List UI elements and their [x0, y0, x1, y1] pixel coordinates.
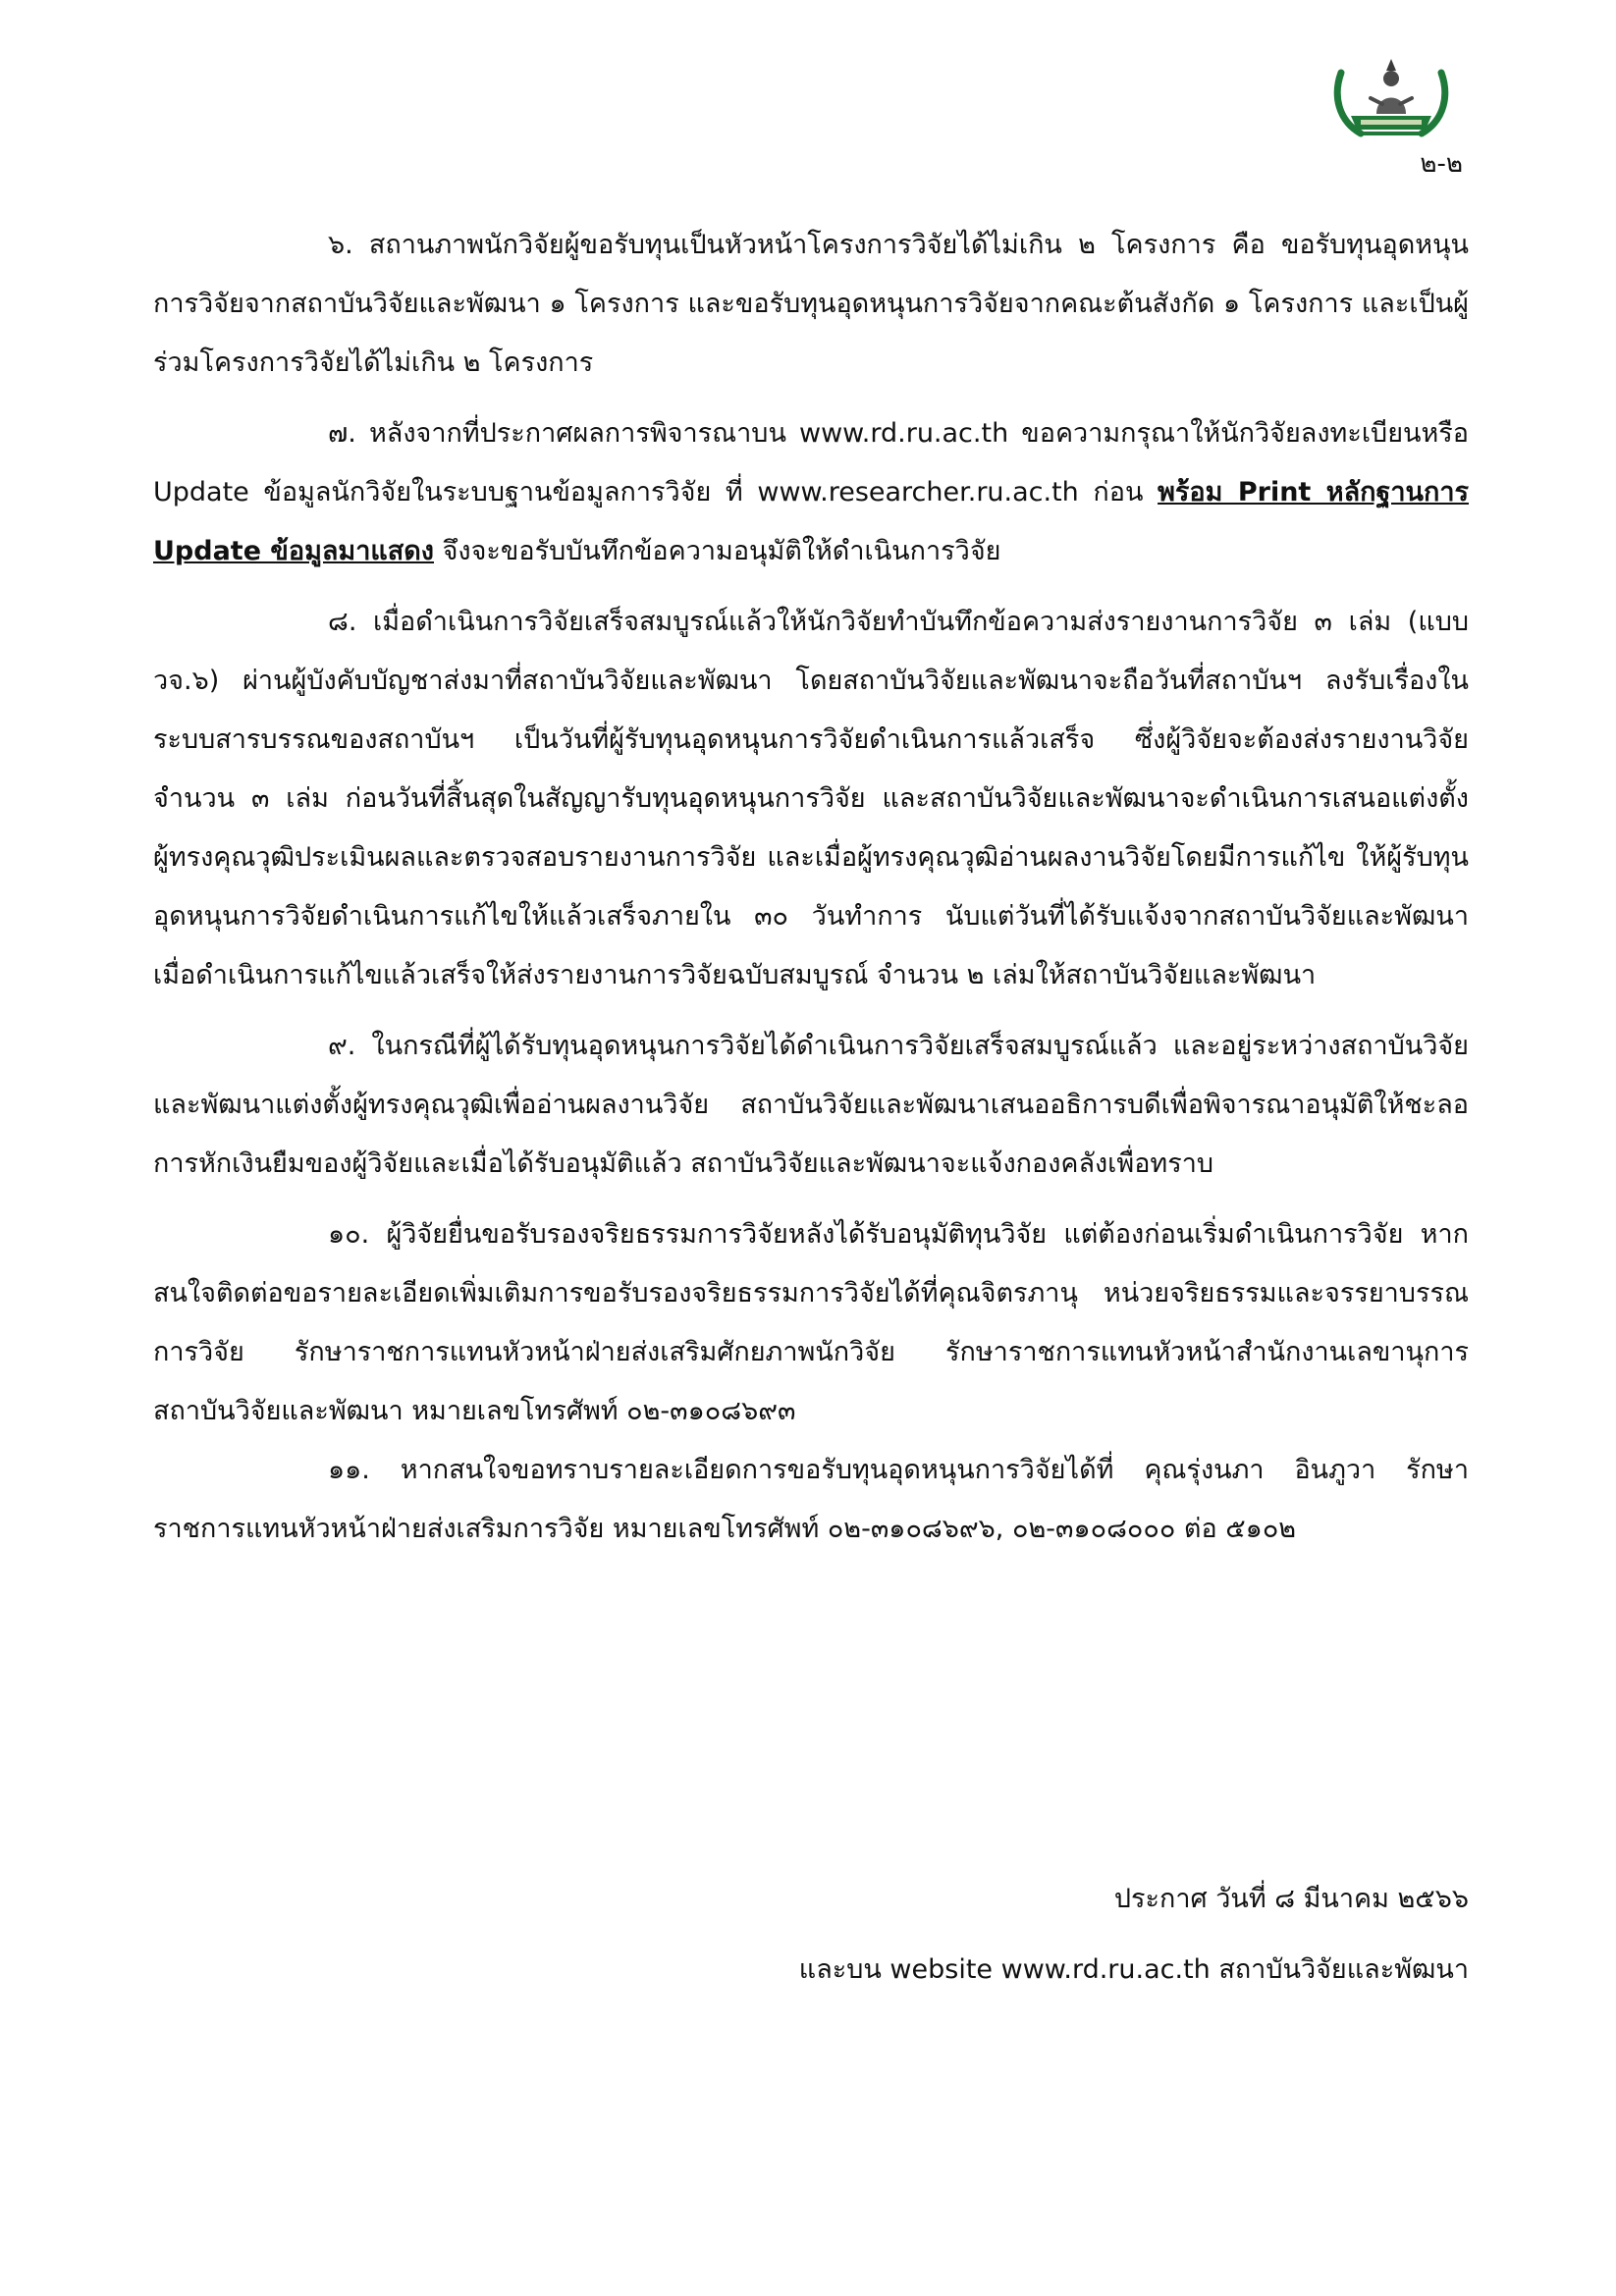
list-item-10: ๑๐. ผู้วิจัยยื่นขอรับรองจริยธรรมการวิจัยหลังได้รับอนุมัติทุนวิจัย แต่ต้องก่อนเริ่มดำเนินการวิจัย หากสนใจติดต่อขอรายละเอียดเพิ่มเติมการขอรับรองจริยธรรมการวิจัยได้ที่คุณจิตรภานุ หน่วยจริยธรรมและจรรยาบรรณการวิจัย รักษาราชการแทนหัวหน้าฝ่ายส่งเสริมศักยภาพนักวิจัย รักษาราชการแทนหัวหน้าสำนักงานเลขานุการสถาบันวิจัยและพัฒนา หมายเลขโทรศัพท์ ๐๒-๓๑๐๘๖๙๓: [153, 1219, 1469, 1426]
item7-text-start: ๗. หลังจากที่ประกาศผลการพิจารณาบน www.rd.ru.ac.th ขอความกรุณาให้นักวิจัยลงทะเบียนหรือ Update ข้อมูลนักวิจัยในระบบฐานข้อมูลการวิจัย ที่ www.researcher.ru.ac.th ก่อน: [153, 418, 1469, 507]
item7-text-end: จึงจะขอรับบันทึกข้อความอนุมัติให้ดำเนินการวิจัย: [434, 536, 1001, 566]
institute-emblem-icon: [1327, 55, 1455, 141]
list-item-8: ๘. เมื่อดำเนินการวิจัยเสร็จสมบูรณ์แล้วให้นักวิจัยทำบันทึกข้อความส่งรายงานการวิจัย ๓ เล่ม (แบบ วจ.๖) ผ่านผู้บังคับบัญชาส่งมาที่สถาบันวิจัยและพัฒนา โดยสถาบันวิจัยและพัฒนาจะถือวันที่สถาบันฯ ลงรับเรื่องในระบบสารบรรณของสถาบันฯ เป็นวันที่ผู้รับทุนอุดหนุนการวิจัยดำเนินการแล้วเสร็จ ซึ่งผู้วิจัยจะต้องส่งรายงานวิจัย จำนวน ๓ เล่ม ก่อนวันที่สิ้นสุดในสัญญารับทุนอุดหนุนการวิจัย และสถาบันวิจัยและพัฒนาจะดำเนินการเสนอแต่งตั้งผู้ทรงคุณวุฒิประเมินผลและตรวจสอบรายงานการวิจัย และเมื่อผู้ทรงคุณวุฒิอ่านผลงานวิจัยโดยมีการแก้ไข ให้ผู้รับทุนอุดหนุนการวิจัยดำเนินการแก้ไขให้แล้วเสร็จภายใน ๓๐ วันทำการ นับแต่วันที่ได้รับแจ้งจากสถาบันวิจัยและพัฒนา เมื่อดำเนินการแก้ไขแล้วเสร็จให้ส่งรายงานการวิจัยฉบับสมบูรณ์ จำนวน ๒ เล่มให้สถาบันวิจัยและพัฒนา: [153, 607, 1469, 990]
list-item-6: ๖. สถานภาพนักวิจัยผู้ขอรับทุนเป็นหัวหน้าโครงการวิจัยได้ไม่เกิน ๒ โครงการ คือ ขอรับทุนอุดหนุนการวิจัยจากสถาบันวิจัยและพัฒนา ๑ โครงการ และขอรับทุนอุดหนุนการวิจัยจากคณะต้นสังกัด ๑ โครงการ และเป็นผู้ร่วมโครงการวิจัยได้ไม่เกิน ๒ โครงการ: [153, 230, 1469, 378]
list-item-9: ๙. ในกรณีที่ผู้ได้รับทุนอุดหนุนการวิจัยได้ดำเนินการวิจัยเสร็จสมบูรณ์แล้ว และอยู่ระหว่างสถาบันวิจัยและพัฒนาแต่งตั้งผู้ทรงคุณวุฒิเพื่ออ่านผลงานวิจัย สถาบันวิจัยและพัฒนาเสนออธิการบดีเพื่อพิจารณาอนุมัติให้ชะลอการหักเงินยืมของผู้วิจัยและเมื่อได้รับอนุมัติแล้ว สถาบันวิจัยและพัฒนาจะแจ้งกองคลังเพื่อทราบ: [153, 1031, 1469, 1179]
announcement-website: และบน website www.rd.ru.ac.th สถาบันวิจัยและพัฒนา: [798, 1954, 1469, 1985]
document-body: [153, 216, 1469, 1559]
item7-emphasis: พร้อม Print หลักฐานการ Update ข้อมูลมาแสดง: [153, 477, 1469, 566]
page-number: ๒-๒: [1420, 149, 1463, 179]
announcement-date: ประกาศ วันที่ ๘ มีนาคม ๒๕๖๖: [1113, 1884, 1469, 1914]
list-item-11: ๑๑. หากสนใจขอทราบรายละเอียดการขอรับทุนอุดหนุนการวิจัยได้ที่ คุณรุ่งนภา อินภูวา รักษาราชการแทนหัวหน้าฝ่ายส่งเสริมการวิจัย หมายเลขโทรศัพท์ ๐๒-๓๑๐๘๖๙๖, ๐๒-๓๑๐๘๐๐๐ ต่อ ๕๑๐๒: [153, 1455, 1469, 1544]
list-item-7: [153, 404, 1469, 581]
